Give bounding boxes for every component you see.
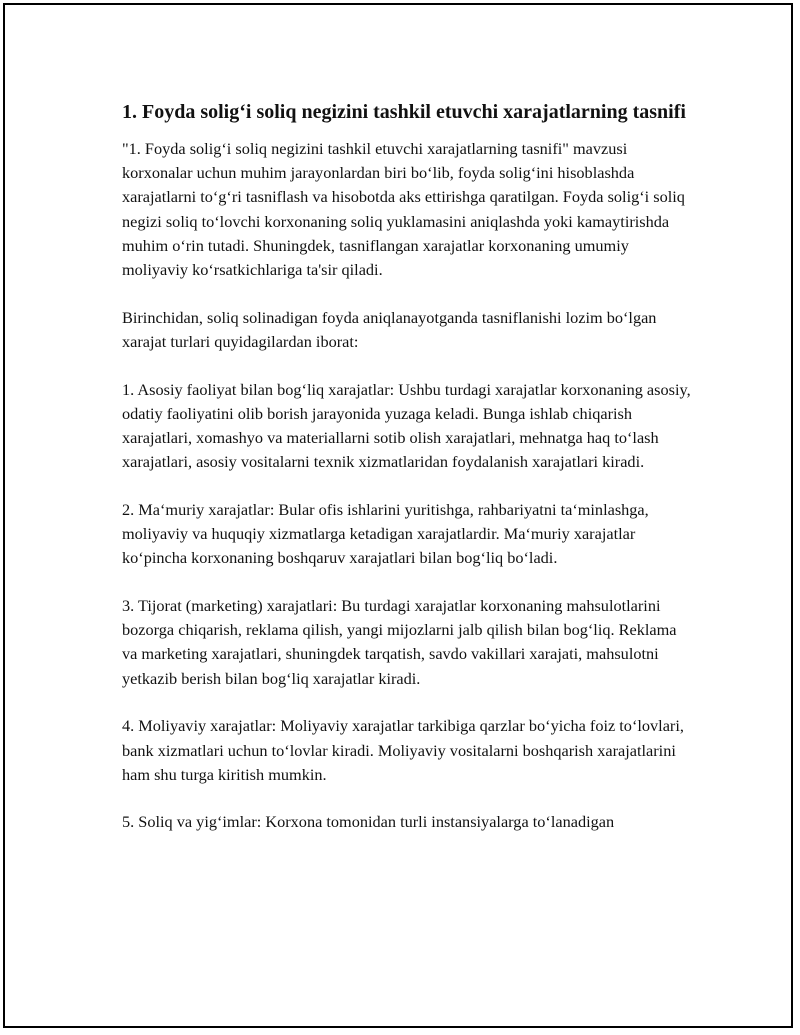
- administrative-costs-paragraph: 2. Ma‘muriy xarajatlar: Bular ofis ishlarini yuritishga, rahbariyatni ta‘minlashga, moliyaviy va huquqiy xizmatlarga ketadigan xarajatlardir. Ma‘muriy xarajatlar ko‘pincha korxonaning boshqaruv xarajatlari bilan bog‘liq bo‘ladi.: [122, 499, 649, 568]
- marketing-costs-paragraph: 3. Tijorat (marketing) xarajatlari: Bu turdagi xarajatlar korxonaning mahsulotlarini bozorga chiqarish, reklama qilish, yangi mijozlarni jalb qilish bilan bog‘liq. Reklama va marketing xarajatlari, shuningdek tarqatish, savdo vakillari xarajati, mahsulotni yetkazib berish bilan bog‘liq xarajatlar kiradi.: [122, 596, 677, 688]
- main-activity-costs-paragraph: 1. Asosiy faoliyat bilan bog‘liq xarajatlar: Ushbu turdagi xarajatlar korxonaning asosiy, odatiy faoliyatini olib borish jarayonida yuzaga keladi. Bunga ishlab chiqarish xarajatlari, xomashyo va materiallarni sotib olish xarajatlari, mehnatga haq to‘lash xarajatlari, asosiy vositalarni texnik xizmatlaridan foydalanish xarajatlari kiradi.: [122, 379, 691, 472]
- page-frame: [3, 3, 793, 1028]
- document-content: [122, 98, 692, 858]
- cost-types-intro-paragraph: Birinchidan, soliq solinadigan foyda aniqlanayotganda tasniflanishi lozim bo‘lgan xarajat turlari quyidagilardan iborat:: [122, 307, 657, 351]
- intro-paragraph: "1. Foyda solig‘i soliq negizini tashkil etuvchi xarajatlarning tasnifi" mavzusi korxonalar uchun muhim jarayonlardan biri bo‘lib, foyda solig‘ini hisoblashda xarajatlarni to‘g‘ri tasniflash va hisobotda aks ettirishga qaratilgan. Foyda solig‘i soliq negizi soliq to‘lovchi korxonaning soliq yuklamasini aniqlashda yoki kamaytirishda muhim o‘rin tutadi. Shuningdek, tasniflangan xarajatlar korxonaning umumiy moliyaviy ko‘rsatkichlariga ta'sir qiladi.: [122, 139, 685, 280]
- document-title: 1. Foyda solig‘i soliq negizini tashkil etuvchi xarajatlarning tasnifi: [122, 101, 686, 123]
- taxes-and-fees-paragraph: 5. Soliq va yig‘imlar: Korxona tomonidan turli instansiyalarga to‘lanadigan: [122, 812, 615, 832]
- financial-costs-paragraph: 4. Moliyaviy xarajatlar: Moliyaviy xarajatlar tarkibiga qarzlar bo‘yicha foiz to‘lovlari, bank xizmatlari uchun to‘lovlar kiradi. Moliyaviy vositalarni boshqarish xarajatlarini ham shu turga kiritish mumkin.: [122, 716, 684, 784]
